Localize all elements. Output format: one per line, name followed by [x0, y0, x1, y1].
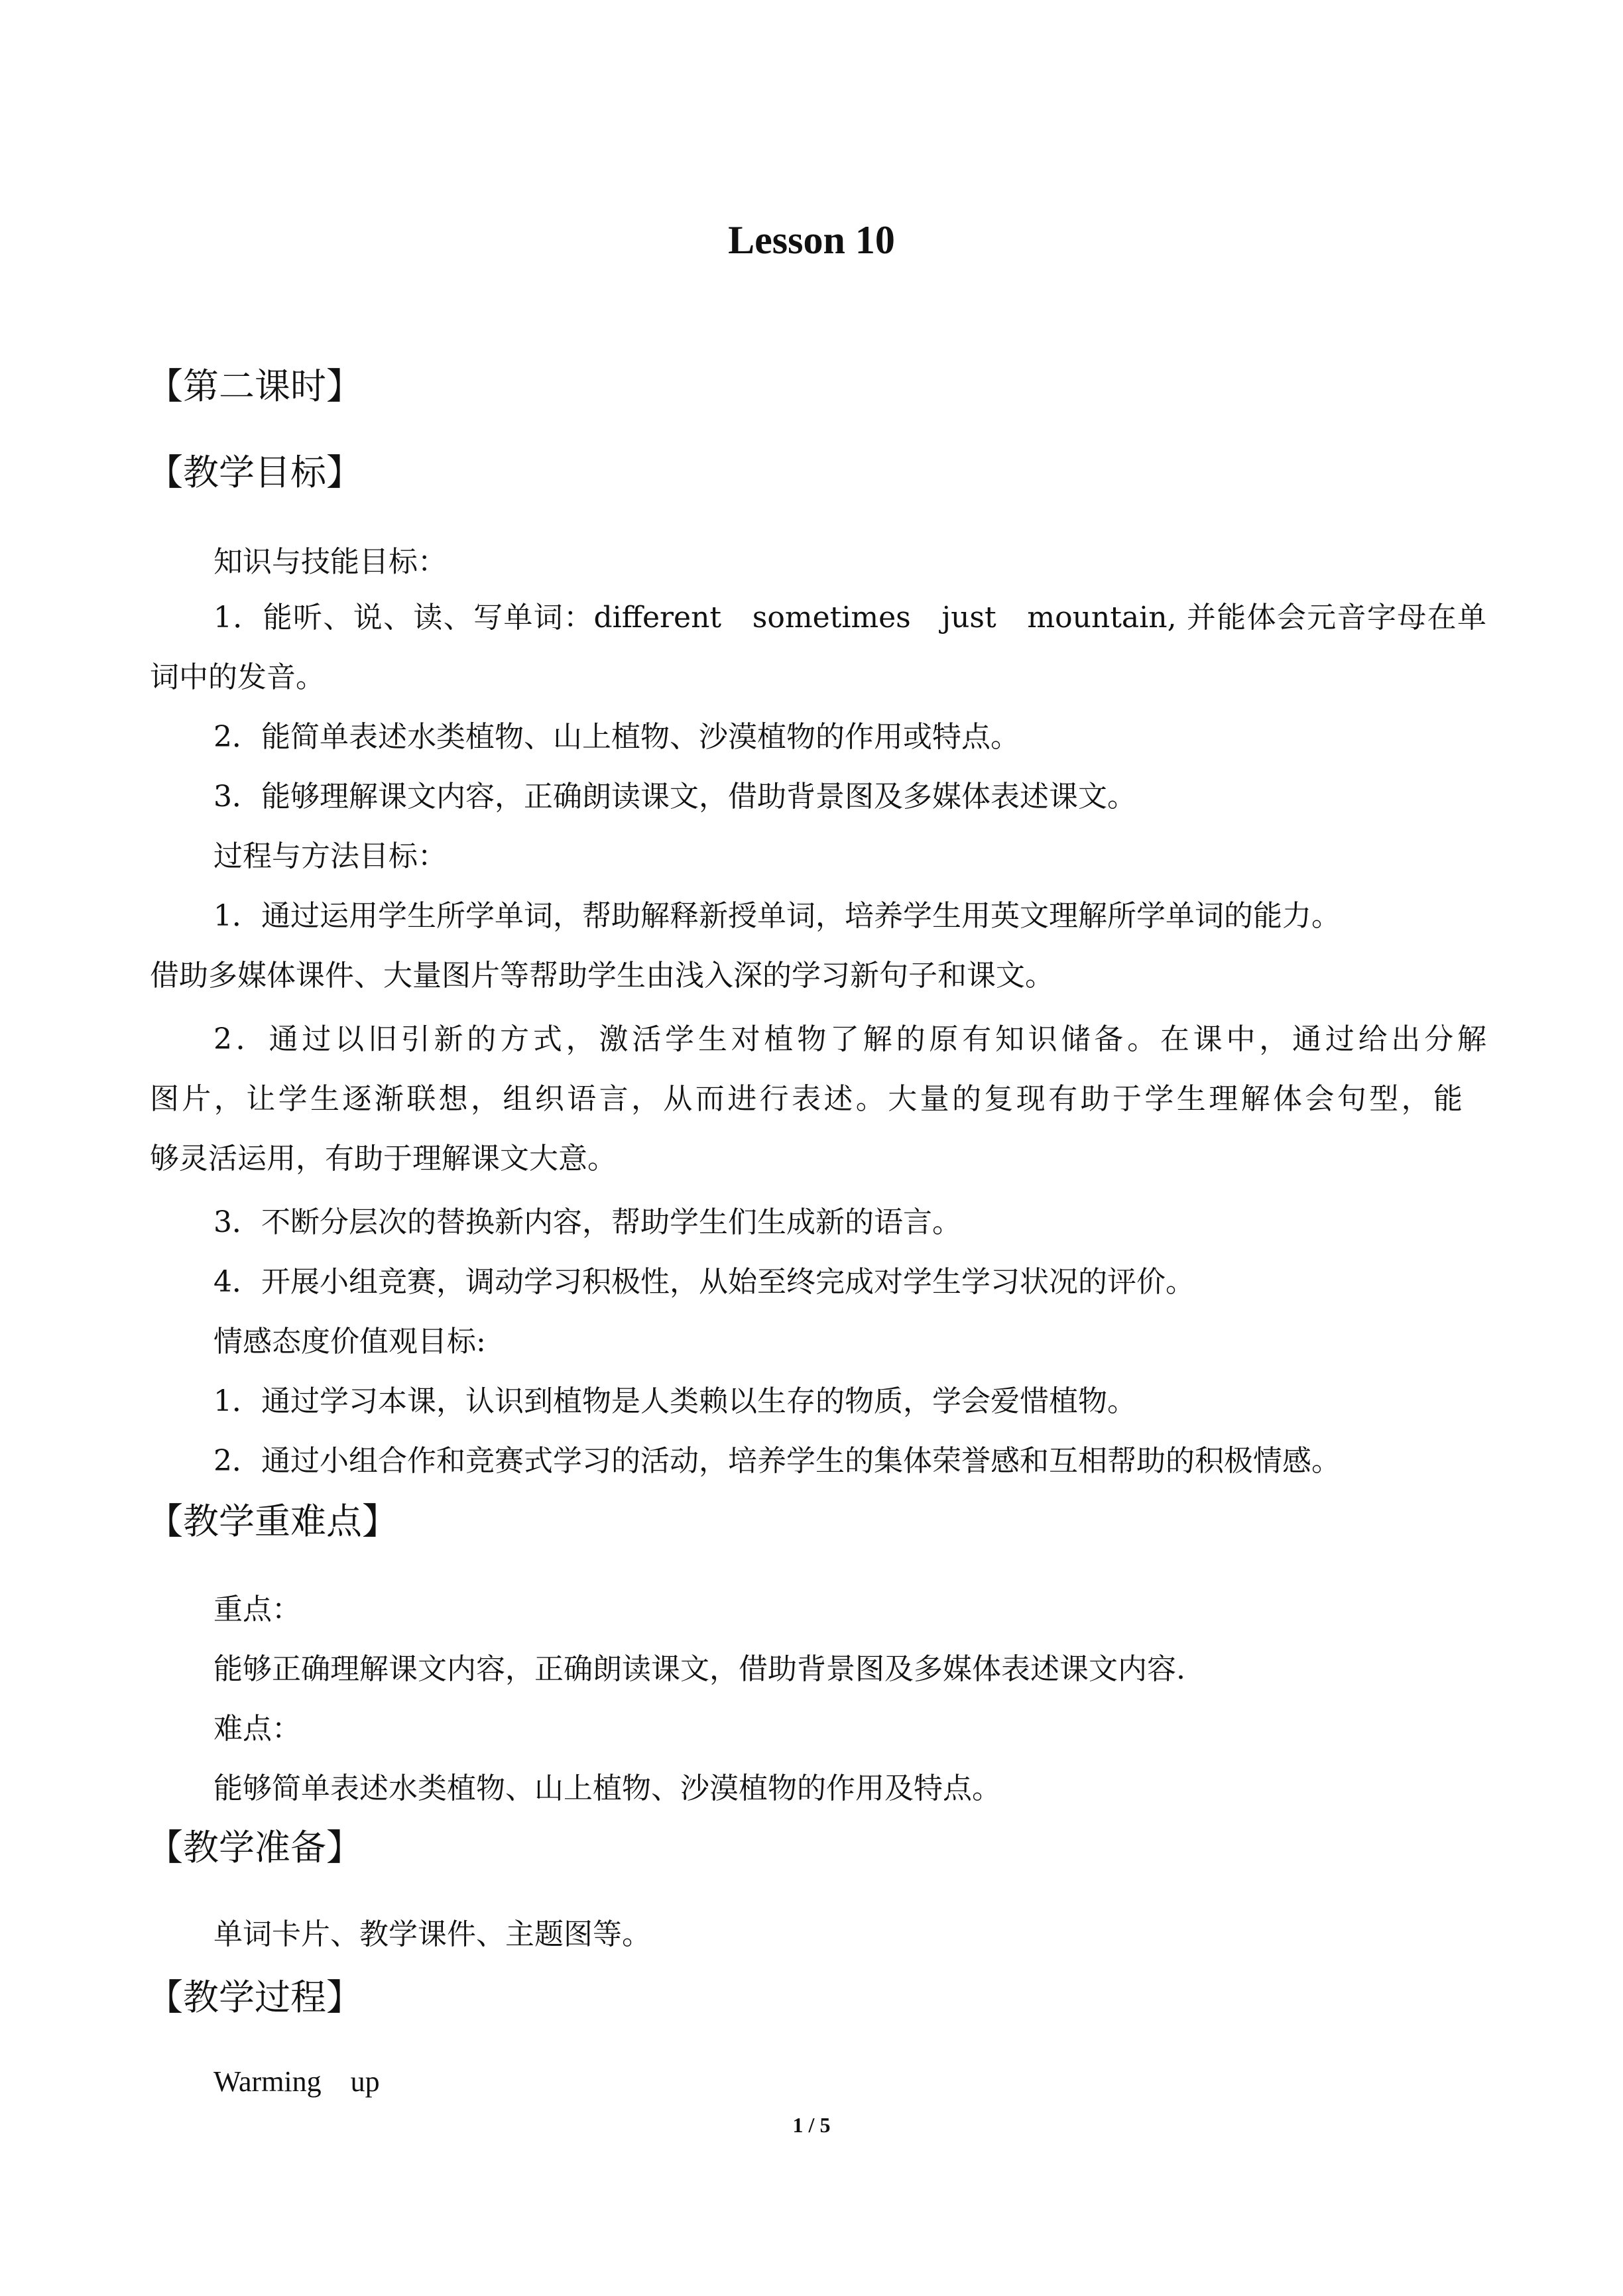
knowledge-item-3: 3．能够理解课文内容，正确朗读课文，借助背景图及多媒体表述课文。 [213, 780, 1136, 814]
warming-up-text: Warming up [213, 2065, 380, 2098]
section-heading-key-points: 【教学重难点】 [147, 1500, 398, 1542]
process-item-2-line-2: 图片，让学生逐渐联想，组织语言，从而进行表述。大量的复现有助于学生理解体会句型，能 [150, 1082, 1463, 1116]
emotion-item-2: 2．通过小组合作和竞赛式学习的活动，培养学生的集体荣誉感和互相帮助的积极情感。 [213, 1444, 1341, 1478]
emotion-item-1: 1．通过学习本课，认识到植物是人类赖以生存的物质，学会爱惜植物。 [213, 1384, 1136, 1418]
section-heading-process: 【教学过程】 [147, 1976, 362, 2018]
focus-text: 能够正确理解课文内容，正确朗读课文，借助背景图及多媒体表述课文内容. [213, 1652, 1185, 1686]
section-heading-objectives: 【教学目标】 [147, 452, 362, 493]
focus-label: 重点： [213, 1593, 301, 1626]
process-item-1-line-1: 1．通过运用学生所学单词，帮助解释新授单词，培养学生用英文理解所学单词的能力。 [213, 899, 1341, 933]
preparation-text: 单词卡片、教学课件、主题图等。 [213, 1917, 651, 1951]
section-heading-preparation: 【教学准备】 [147, 1827, 362, 1868]
knowledge-item-1-line-1: 1．能听、说、读、写单词：different sometimes just mountain, 并能体会元音字母在单 [213, 601, 1486, 634]
knowledge-skill-label: 知识与技能目标： [213, 545, 447, 579]
knowledge-item-2: 2．能简单表述水类植物、山上植物、沙漠植物的作用或特点。 [213, 720, 1020, 754]
process-item-4: 4．开展小组竞赛，调动学习积极性，从始至终完成对学生学习状况的评价。 [213, 1265, 1195, 1299]
process-item-3: 3．不断分层次的替换新内容，帮助学生们生成新的语言。 [213, 1205, 961, 1239]
process-item-1-line-2: 借助多媒体课件、大量图片等帮助学生由浅入深的学习新句子和课文。 [150, 959, 1054, 993]
section-heading-period: 【第二课时】 [147, 365, 362, 407]
process-method-label: 过程与方法目标： [213, 839, 447, 873]
difficulty-label: 难点： [213, 1712, 301, 1746]
difficulty-text: 能够简单表述水类植物、山上植物、沙漠植物的作用及特点。 [213, 1772, 1001, 1805]
process-item-2-line-1: 2．通过以旧引新的方式，激活学生对植物了解的原有知识储备。在课中，通过给出分解 [213, 1022, 1486, 1056]
document-title: Lesson 10 [728, 218, 895, 262]
page-number: 1 / 5 [792, 2113, 831, 2137]
process-item-2-line-3: 够灵活运用，有助于理解课文大意。 [150, 1142, 617, 1176]
emotion-attitude-label: 情感态度价值观目标: [213, 1325, 486, 1359]
knowledge-item-1-line-2: 词中的发音。 [150, 660, 325, 694]
